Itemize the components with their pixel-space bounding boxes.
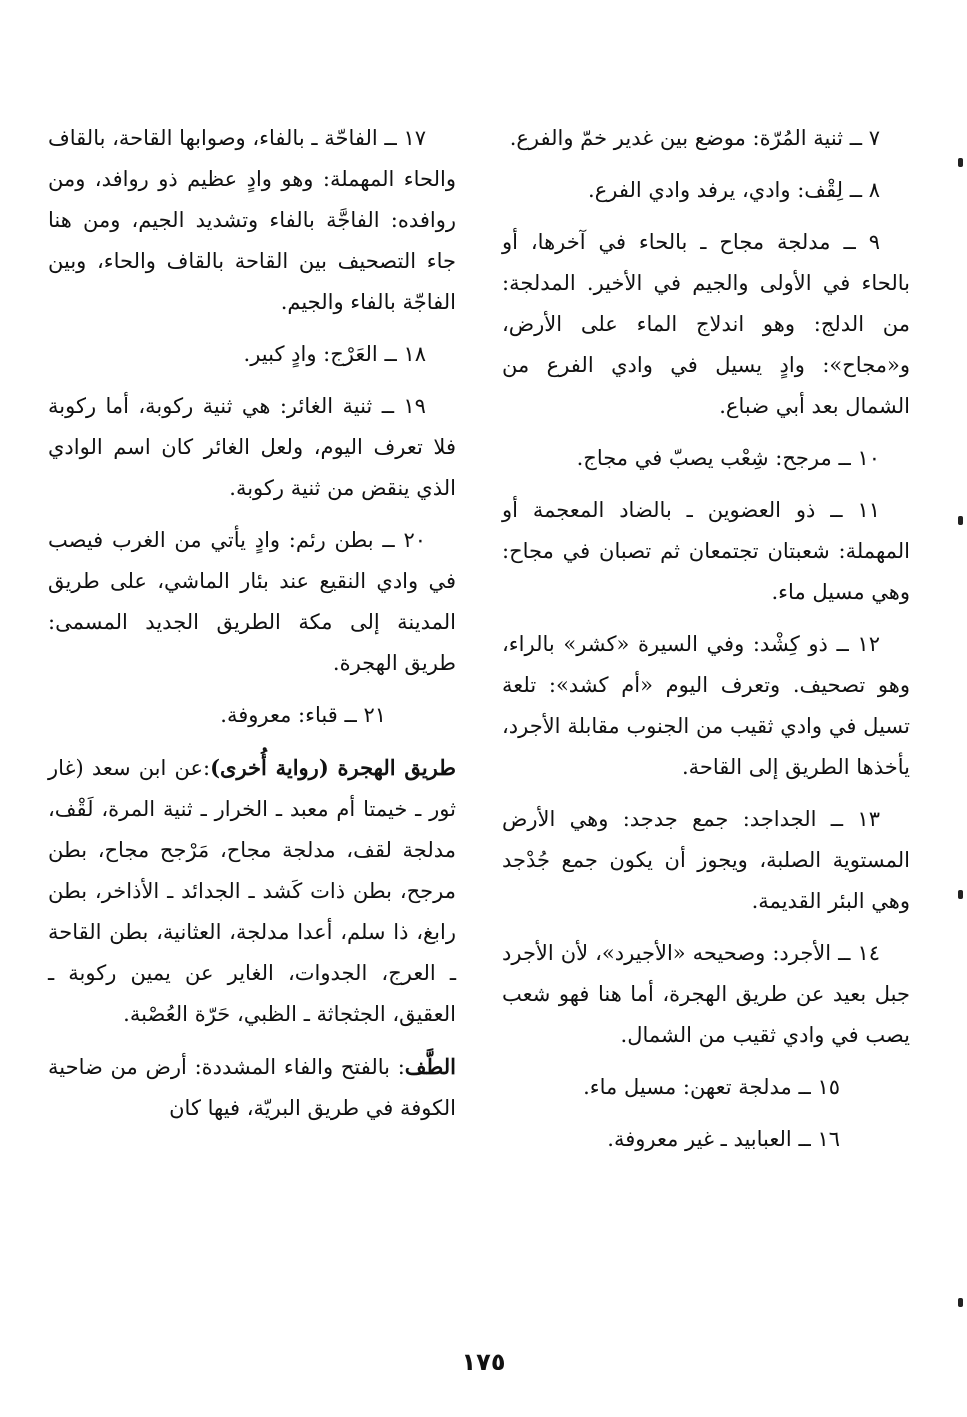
right-column <box>502 118 910 1171</box>
entry-text: ثنية المُرّة: موضع بين غدير خمّ والفرع. <box>509 126 844 150</box>
entry-text: ذو العضوين ـ بالضاد المعجمة أو المهملة: شعبتان تجتمعان ثم تصبان في مجاح: وهي مسيل ماء. <box>502 498 910 604</box>
entry-text: ذو كِشْد: وفي السيرة «كشر» بالراء، وهو تصحيف. وتعرف اليوم «أم كشد»: تلعة تسيل في وادي ثقيب من الجنوب مقابلة الأجرد، يأخذها الطريق إلى القاحة. <box>502 632 910 779</box>
entry-text: الفاحّة ـ بالفاء، وصوابها القاحة، بالقاف والحاء المهملة: وهو وادٍ عظيم ذو روافد، ومن روافده: الفاجَّة بالفاء وتشديد الجيم، ومن هنا جاء التصحيف بين القاحة بالقاف والحاء، وبين الفاجّة بالفاء والجيم. <box>48 126 456 314</box>
dash: ــ <box>381 394 394 418</box>
entry-text: بطن رئم: وادٍ يأتي من الغرب فيصب في وادي النقيع عند بئار الماشي، على طريق المدينة إلى مكة الطريق الجديد المسمى: طريق الهجرة. <box>48 528 456 675</box>
entry-text: العَرْج: وادٍ كبير. <box>243 342 378 366</box>
entry-number: ١٤ <box>857 941 880 965</box>
entry-text: قباء: معروفة. <box>220 703 338 727</box>
entry-17 <box>48 118 456 323</box>
entry-text: ثنية الغائر: هي ثنية ركوبة، أما ركوبة فلا تعرف اليوم، ولعل الغائر كان اسم الوادي الذي ينقض من ثنية ركوبة. <box>48 394 456 500</box>
dash: ــ <box>838 446 851 470</box>
entry-number: ١٠ <box>857 446 880 470</box>
entry-number: ٩ <box>868 230 880 254</box>
section-hijra-route <box>48 747 456 1035</box>
entry-taff <box>48 1046 456 1129</box>
entry-14 <box>502 933 910 1056</box>
dash: ــ <box>384 126 397 150</box>
dash: ــ <box>382 528 395 552</box>
dash: ــ <box>849 126 863 150</box>
binding-mark <box>958 516 963 525</box>
entry-number: ١٣ <box>857 807 880 831</box>
entry-text: الجداجد: جمع جدجد: وهي الأرض المستوية الصلبة، ويجوز أن يكون جمع جُدْجد وهي البئر القديمة. <box>502 807 910 913</box>
entry-number: ١٢ <box>857 632 880 656</box>
entry-10 <box>502 438 910 479</box>
entry-13 <box>502 799 910 922</box>
dash: ــ <box>849 178 863 202</box>
entry-21 <box>48 695 456 736</box>
dash: ــ <box>798 1127 811 1151</box>
dash: ــ <box>843 230 856 254</box>
entry-number: ٨ <box>868 178 880 202</box>
entry-number: ٢١ <box>363 703 386 727</box>
section-text: :عن ابن سعد (غار ثور ـ خيمتا أم معبد ـ الخرار ـ ثنية المرة، لَقْف، مدلجة لقف، مدلجة مجاح، مَرْجح مجاح، بطن مرجح، بطن ذات كَشد ـ الجدائد ـ الأذاخر، بطن رابغ، ذا سلم، أعدا مدلجة، العثانية، بطن القاحة ـ العرج، الجدوات، الغاير عن يمين ركوبة ـ العقيق، الجثجاثة ـ الظبي، حَرّة العُصْبة. <box>48 756 456 1026</box>
entry-7 <box>502 118 910 159</box>
binding-mark <box>958 890 963 899</box>
dash: ــ <box>830 498 843 522</box>
entry-16 <box>502 1119 910 1160</box>
dash: ــ <box>830 807 844 831</box>
entry-number: ١٩ <box>403 394 426 418</box>
page-body <box>48 118 910 1338</box>
entry-text: لِقْف: وادي، يرفد وادي الفرع. <box>588 178 844 202</box>
taff-text: : بالفتح والفاء المشددة: أرض من ضاحية الكوفة في طريق البريّة، فيها كان <box>48 1055 456 1120</box>
entry-text: مرجح: شِعْب يصبّ في مجاج. <box>576 446 832 470</box>
entry-18 <box>48 334 456 375</box>
entry-text: الأجرد: وصحيحه «الأجيرد»، لأن الأجرد جبل بعيد عن طريق الهجرة، أما هنا فهو شعب يصب في وادي ثقيب من الشمال. <box>502 941 910 1047</box>
dash: ــ <box>384 342 397 366</box>
entry-19 <box>48 386 456 509</box>
binding-mark <box>958 1298 963 1307</box>
dash: ــ <box>836 632 849 656</box>
dash: ــ <box>344 703 357 727</box>
section-heading: طريق الهجرة (رواية أُخرى) <box>210 755 456 780</box>
entry-20 <box>48 520 456 684</box>
taff-heading: الطَّف <box>404 1054 456 1079</box>
page-number: ١٧٥ <box>461 1348 506 1376</box>
entry-number: ٧ <box>868 126 880 150</box>
left-column <box>48 118 456 1140</box>
entry-number: ٢٠ <box>403 528 426 552</box>
entry-text: مدلجة مجاح ـ بالحاء في آخرها، أو بالحاء في الأولى والجيم في الأخير. المدلجة: من الدلج: وهو اندلاج الماء على الأرض، و«مجاح»: وادٍ يسيل في وادي الفرع من الشمال بعد أبي ضباع. <box>502 230 910 418</box>
entry-8 <box>502 170 910 211</box>
entry-number: ١٨ <box>403 342 426 366</box>
entry-11 <box>502 490 910 613</box>
entry-text: العبابيد ـ غير معروفة. <box>607 1127 792 1151</box>
entry-number: ١١ <box>857 498 880 522</box>
entry-number: ١٥ <box>817 1075 840 1099</box>
entry-15 <box>502 1067 910 1108</box>
binding-mark <box>958 158 963 167</box>
entry-text: مدلجة تعهن: مسيل ماء. <box>583 1075 792 1099</box>
entry-number: ١٦ <box>817 1127 840 1151</box>
entry-number: ١٧ <box>403 126 426 150</box>
dash: ــ <box>838 941 851 965</box>
dash: ــ <box>798 1075 811 1099</box>
entry-9 <box>502 222 910 427</box>
entry-12 <box>502 624 910 788</box>
